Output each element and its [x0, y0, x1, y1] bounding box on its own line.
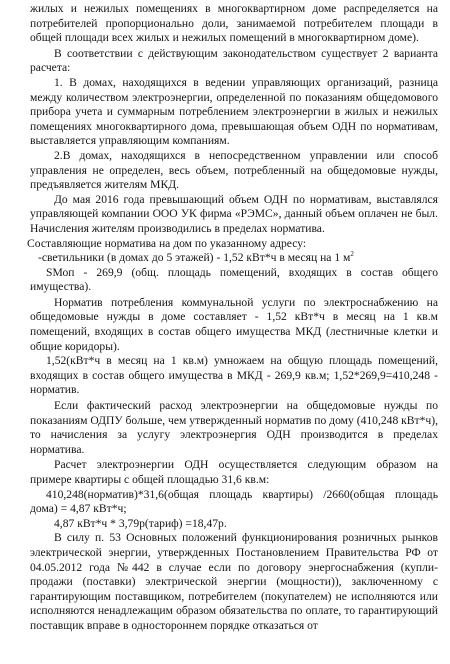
- paragraph-12: Расчет электроэнергии ОДН осуществляется следующим образом на примере квартиры с общей площадью 31,6 кв.м:: [30, 458, 438, 486]
- paragraph-3: 1. В домах, находящихся в ведении управляющих организаций, разница между количеством электроэнергии, определенной по показаниям общедомового прибора учета и суммарным потреблением электроэнергии в жилых и нежилых помещениях многоквартирного дома, превышающая объем ОДН по нормативам, выставляется управляющим компаниям.: [30, 75, 438, 148]
- paragraph-14: 4,87 кВт*ч * 3,79р(тариф) =18,47р.: [54, 516, 227, 530]
- paragraph-9: Норматив потребления коммунальной услуги по электроснабжению на общедомовые нужды в доме составляет - 1,52 кВт*ч в месяц на 1 кв.м помещений, входящих в состав общего имущества МКД (лестничные клетки и общие коридоры).: [30, 295, 438, 353]
- paragraph-6: Составляющие норматива на дом по указанному адресу:: [27, 236, 307, 250]
- paragraph-10: 1,52(кВт*ч в месяц на 1 кв.м) умножаем на общую площадь помещений, входящих в состав общего имущества в МКД - 269,9 кв.м; 1,52*269,9=410,248 - норматив.: [30, 354, 438, 397]
- paragraph-13: 410,248(норматив)*31,6(общая площадь квартиры) /2660(общая площадь дома) = 4,87 кВт*ч;: [30, 487, 438, 516]
- paragraph-7-superscript: 2: [350, 250, 354, 259]
- paragraph-15: В силу п. 53 Основных положений функционирования розничных рынков электрической энергии, утвержденных Постановлением Правительства РФ от 04.05.2012 года №442 в случае если по договору энергоснабжения (купли-продажи (поставки) электрической энергии (мощности)), заключенному с гарантирующим поставщиком, потребителем (покупателем) не исполняются или исполняются ненадлежащим образом обязательства по оплате, то гарантирующий поставщик вправе в одностороннем порядке отказаться от: [30, 531, 438, 632]
- paragraph-8: SМоп - 269,9 (общ. площадь помещений, входящих в состав общего имущества).: [30, 265, 438, 294]
- paragraph-7-text: -светильники (в домах до 5 этажей) - 1,52 кВт*ч в месяц на 1 м: [38, 251, 351, 265]
- paragraph-11: Если фактический расход электроэнергии на общедомовые нужды по показаниям ОДПУ больше, чем утвержденный норматив по дому (410,248 кВт*ч), то начисления за услугу электроэнергия ОДН производится в пределах норматива.: [30, 399, 438, 456]
- paragraph-1: жилых и нежилых помещениях в многоквартирном доме распределяется на потребителей пропорционально доли, занимаемой потребителем площади в общей площади всех жилых и нежилых помещений в многоквартирном доме).: [30, 2, 438, 45]
- paragraph-7: [38, 251, 438, 266]
- paragraph-4: 2.В домах, находящихся в непосредственном управлении или способ управления не определен, весь объем, потребленный на общедомовые нужды, предъявляется жителям МКД.: [30, 148, 438, 192]
- paragraph-2: В соответствии с действующим законодательством существует 2 варианта расчета:: [30, 46, 438, 75]
- paragraph-5: До мая 2016 года превышающий объем ОДН по нормативам, выставлялся управляющей компании ООО УК фирма «РЭМС», данный объем оплачен не был. Начисления жителям производились в пределах норматива.: [30, 192, 438, 235]
